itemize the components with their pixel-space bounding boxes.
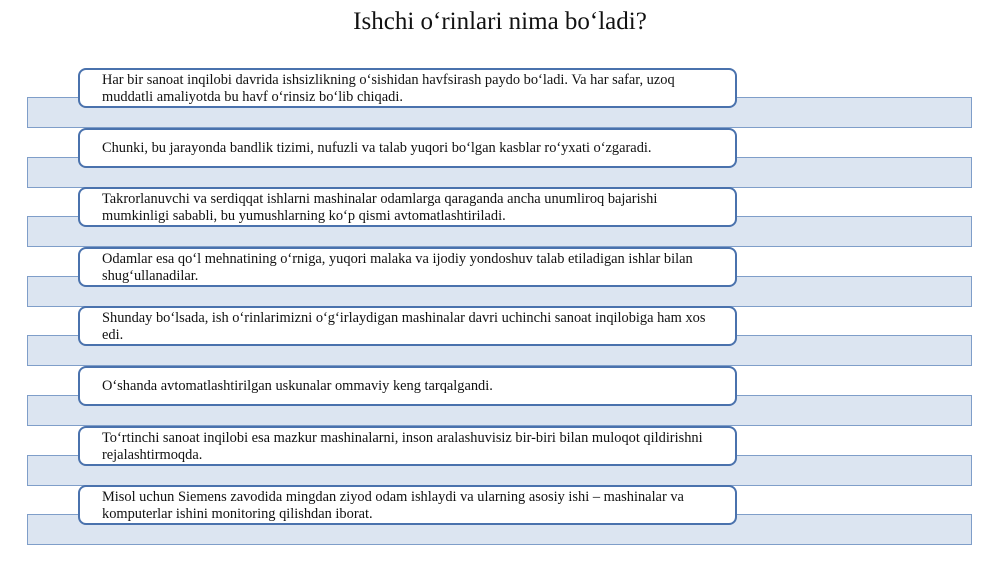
item-text: Har bir sanoat inqilobi davrida ishsizlikning o‘sishidan havfsirash paydo bo‘ladi. Va har safar, uzoq muddatli amaliyotda bu havf o‘rinsiz bo‘lib chiqadi.	[102, 71, 675, 105]
item-card	[78, 366, 737, 406]
item-card	[78, 187, 737, 227]
item-text: To‘rtinchi sanoat inqilobi esa mazkur mashinalarni, inson aralashuvisiz bir-biri bilan muloqot qildirishni rejalashtirmoqda.	[102, 429, 703, 463]
list-item	[0, 68, 1000, 128]
item-text: O‘shanda avtomatlashtirilgan uskunalar ommaviy keng tarqalgandi.	[102, 378, 493, 395]
item-card	[78, 426, 737, 466]
item-card	[78, 247, 737, 287]
list-item	[0, 128, 1000, 188]
slide-title: Ishchi o‘rinlari nima bo‘ladi?	[353, 8, 647, 35]
item-text: Misol uchun Siemens zavodida mingdan ziyod odam ishlaydi va ularning asosiy ishi – mashinalar va komputerlar ishini monitoring qilishdan iborat.	[102, 488, 684, 522]
list-item	[0, 306, 1000, 366]
list-item	[0, 366, 1000, 426]
item-card	[78, 306, 737, 346]
item-card	[78, 485, 737, 525]
item-card	[78, 68, 737, 108]
item-text: Shunday bo‘lsada, ish o‘rinlarimizni o‘g‘irlaydigan mashinalar davri uchinchi sanoat inqilobiga ham xos edi.	[102, 309, 706, 343]
item-text: Odamlar esa qo‘l mehnatining o‘rniga, yuqori malaka va ijodiy yondoshuv talab etiladigan ishlar bilan shug‘ullanadilar.	[102, 250, 693, 284]
list-item	[0, 485, 1000, 545]
list-item	[0, 426, 1000, 486]
item-text: Chunki, bu jarayonda bandlik tizimi, nufuzli va talab yuqori bo‘lgan kasblar ro‘yxati o‘zgaradi.	[102, 140, 652, 157]
item-card	[78, 128, 737, 168]
list-item	[0, 187, 1000, 247]
item-text: Takrorlanuvchi va serdiqqat ishlarni mashinalar odamlarga qaraganda ancha unumliroq bajarishi mumkinligi sababli, bu yumushlarning ko‘p qismi avtomatlashtiriladi.	[102, 190, 658, 224]
list-item	[0, 247, 1000, 307]
